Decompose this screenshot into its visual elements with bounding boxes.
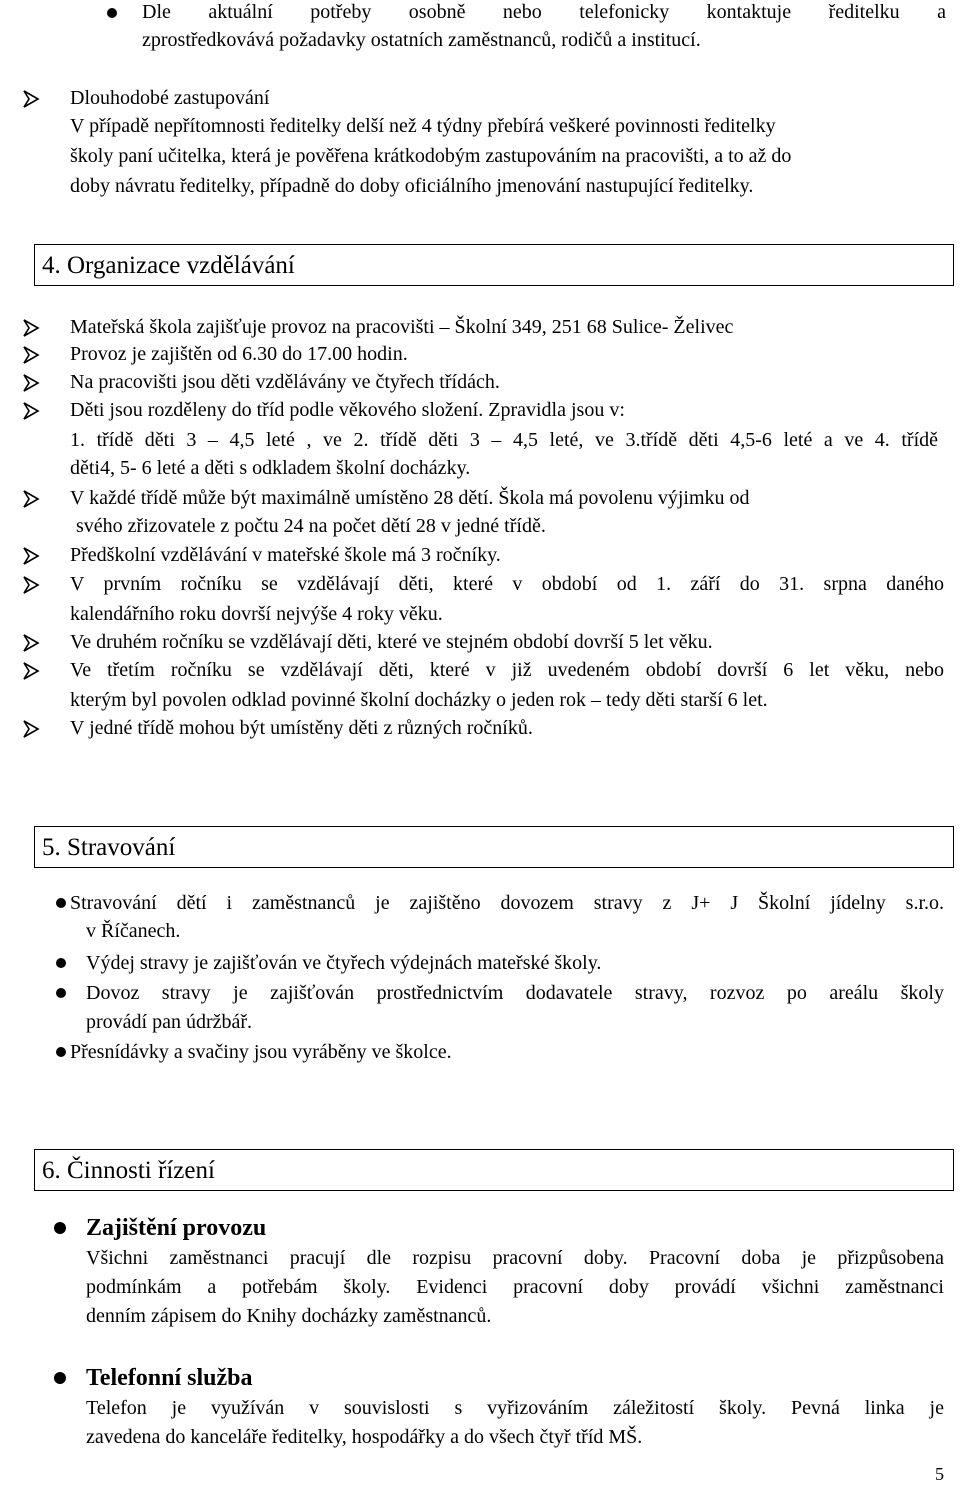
list-item-continuation: kalendářního roku dovrší nejvýše 4 roky věku. — [70, 603, 443, 625]
arrow-bullet-icon — [22, 346, 40, 364]
bullet-icon — [56, 1047, 66, 1057]
bullet-icon — [107, 8, 117, 18]
list-item: Stravování dětí i zaměstnanců je zajištěno dovozem stravy z J+ J Školní jídelny s.r.o. — [70, 892, 944, 914]
arrow-bullet-icon — [22, 547, 40, 565]
list-item: Předškolní vzdělávání v mateřské škole má 3 ročníky. — [70, 544, 501, 566]
arrow-bullet-icon — [22, 374, 40, 392]
list-item-continuation: svého zřizovatele z počtu 24 na počet dětí 28 v jedné třídě. — [76, 515, 546, 537]
paragraph-line: zavedena do kanceláře ředitelky, hospodářky a do všech čtyř tříd MŠ. — [86, 1426, 643, 1448]
list-item: Děti jsou rozděleny do tříd podle věkového složení. Zpravidla jsou v: — [70, 399, 625, 421]
subsection-title: Telefonní služba — [86, 1365, 253, 1391]
list-item-continuation: kterým byl povolen odklad povinné školní docházky o jeden rok – tedy děti starší 6 let. — [70, 689, 768, 711]
paragraph-line: V případě nepřítomnosti ředitelky delší než 4 týdny přebírá veškeré povinnosti ředitelky — [70, 115, 776, 137]
page-number: 5 — [935, 1464, 944, 1484]
list-item-continuation: provádí pan údržbář. — [86, 1011, 253, 1033]
paragraph-line: denním zápisem do Knihy docházky zaměstnanců. — [86, 1305, 492, 1327]
paragraph-line: Dle aktuální potřeby osobně nebo telefonicky kontaktuje ředitelku a — [142, 1, 946, 23]
list-item: Mateřská škola zajišťuje provoz na pracovišti – Školní 349, 251 68 Sulice- Želivec — [70, 316, 734, 338]
list-item: Ve druhém ročníku se vzdělávají děti, které ve stejném období dovrší 5 let věku. — [70, 631, 713, 653]
list-item: Provoz je zajištěn od 6.30 do 17.00 hodin. — [70, 343, 408, 365]
section-heading: 5. Stravování — [42, 834, 176, 861]
paragraph-line: doby návratu ředitelky, případně do doby oficiálního jmenování nastupující ředitelky. — [70, 175, 754, 197]
arrow-bullet-icon — [22, 720, 40, 738]
list-item: V prvním ročníku se vzdělávají děti, které v období od 1. září do 31. srpna daného — [70, 573, 944, 595]
paragraph-line: Telefon je využíván v souvislosti s vyřizováním záležitostí školy. Pevná linka je — [86, 1397, 944, 1419]
arrow-bullet-icon — [22, 490, 40, 508]
section-title: Dlouhodobé zastupování — [70, 87, 270, 109]
list-item: Ve třetím ročníku se vzdělávají děti, které v již uvedeném období dovrší 6 let věku, nebo — [70, 659, 944, 681]
bullet-icon — [56, 958, 66, 968]
bullet-icon — [56, 898, 66, 908]
bullet-icon — [54, 1372, 66, 1384]
paragraph-line: školy paní učitelka, která je pověřena krátkodobým zastupováním na pracovišti, a to až do — [70, 145, 792, 167]
list-item-continuation: 1. třídě děti 3 – 4,5 leté , ve 2. třídě děti 3 – 4,5 leté, ve 3.třídě děti 4,5-6 leté a ve 4. třídě — [70, 429, 938, 451]
list-item: Přesnídávky a svačiny jsou vyráběny ve školce. — [70, 1041, 452, 1063]
arrow-bullet-icon — [22, 662, 40, 680]
list-item: V jedné třídě mohou být umístěny děti z různých ročníků. — [70, 717, 533, 739]
paragraph-line: zprostředkovává požadavky ostatních zaměstnanců, rodičů a institucí. — [142, 29, 701, 51]
arrow-bullet-icon — [22, 90, 40, 108]
arrow-bullet-icon — [22, 634, 40, 652]
arrow-bullet-icon — [22, 319, 40, 337]
list-item: Dovoz stravy je zajišťován prostřednictvím dodavatele stravy, rozvoz po areálu školy — [86, 982, 944, 1004]
paragraph-line: Všichni zaměstnanci pracují dle rozpisu pracovní doby. Pracovní doba je přizpůsobena — [86, 1247, 944, 1269]
list-item-continuation: v Říčanech. — [86, 920, 181, 942]
list-item: V každé třídě může být maximálně umístěno 28 dětí. Škola má povolenu výjimku od — [70, 487, 750, 509]
paragraph-line: podmínkám a potřebám školy. Evidenci pracovní doby provádí všichni zaměstnanci — [86, 1276, 944, 1298]
arrow-bullet-icon — [22, 402, 40, 420]
list-item: Na pracovišti jsou děti vzdělávány ve čtyřech třídách. — [70, 371, 500, 393]
list-item-continuation: děti4, 5- 6 leté a děti s odkladem školní docházky. — [70, 457, 471, 479]
section-heading: 6. Činnosti řízení — [42, 1157, 215, 1184]
section-heading: 4. Organizace vzdělávání — [42, 252, 295, 279]
subsection-title: Zajištění provozu — [86, 1215, 267, 1241]
bullet-icon — [54, 1222, 66, 1234]
bullet-icon — [56, 988, 66, 998]
arrow-bullet-icon — [22, 576, 40, 594]
list-item: Výdej stravy je zajišťován ve čtyřech výdejnách mateřské školy. — [86, 952, 602, 974]
